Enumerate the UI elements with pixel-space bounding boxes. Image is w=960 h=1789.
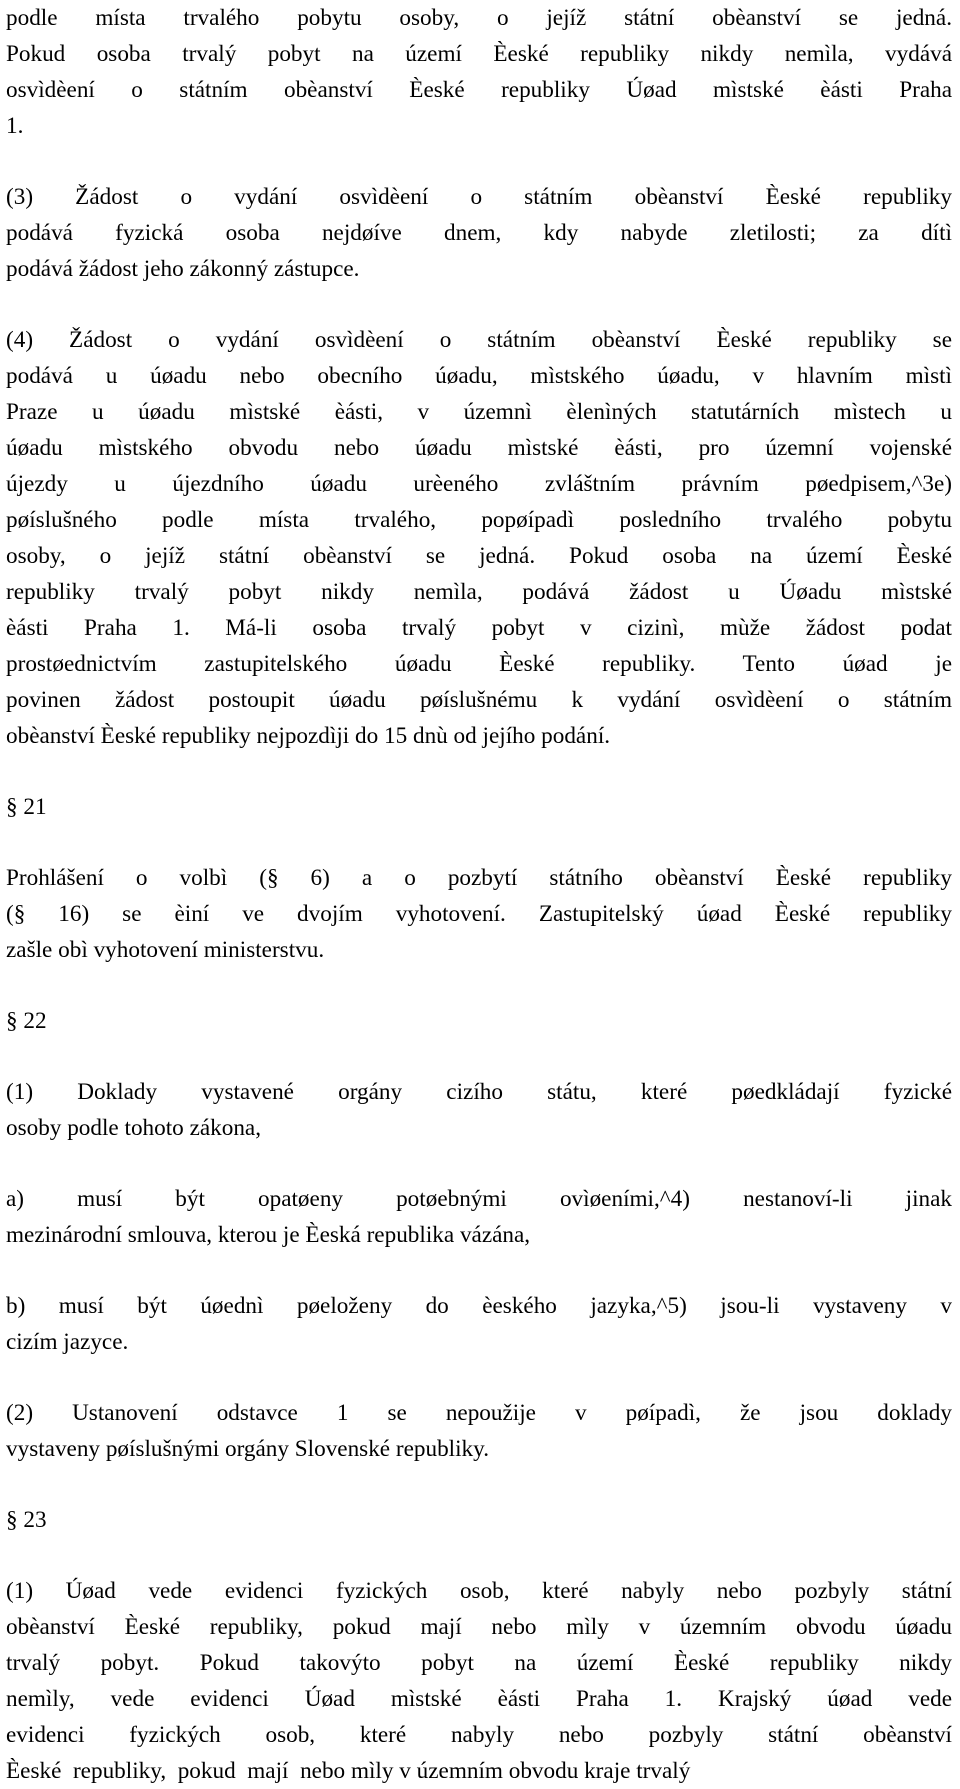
- paragraph-gap: [6, 144, 952, 179]
- paragraph: [6, 1074, 952, 1146]
- text-line: osoby podle tohoto zákona,: [6, 1115, 262, 1141]
- paragraph: [6, 179, 952, 287]
- paragraph-gap: [6, 754, 952, 789]
- text-line: obèanství Èeské republiky nejpozdìji do 15 dnù od jejího podání.: [6, 723, 611, 749]
- document-page: [6, 0, 952, 1789]
- paragraph: [6, 1395, 952, 1467]
- paragraph-gap: [6, 968, 952, 1003]
- text-line: újezdy u újezdního úøadu urèeného zvláštním právním pøedpisem,^3e): [6, 471, 952, 497]
- text-line: trvalý pobyt. Pokud takovýto pobyt na území Èeské republiky nikdy: [6, 1650, 952, 1676]
- paragraph-gap: [6, 1538, 952, 1573]
- paragraph-gap: [6, 825, 952, 860]
- paragraph-gap: [6, 1146, 952, 1181]
- text-line: Prohlášení o volbì (§ 6) a o pozbytí státního obèanství Èeské republiky: [6, 865, 952, 891]
- text-line: nemìly, vede evidenci Úøad mìstské èásti Praha 1. Krajský úøad vede: [6, 1686, 952, 1712]
- text-line: Pokud osoba trvalý pobyt na území Èeské republiky nikdy nemìla, vydává: [6, 41, 952, 67]
- text-line: a) musí být opatøeny potøebnými ovìøeními,^4) nestanoví-li jinak: [6, 1186, 952, 1212]
- text-line: (4) Žádost o vydání osvìdèení o státním obèanství Èeské republiky se: [6, 327, 952, 353]
- paragraph-gap: [6, 287, 952, 322]
- text-line: evidenci fyzických osob, které nabyly nebo pozbyly státní obèanství: [6, 1722, 952, 1748]
- text-line: § 22: [6, 1008, 47, 1034]
- text-line: (2) Ustanovení odstavce 1 se nepoužije v pøípadì, že jsou doklady: [6, 1400, 952, 1426]
- text-line: pøíslušného podle místa trvalého, popøípadì posledního trvalého pobytu: [6, 507, 952, 533]
- text-line: (1) Úøad vede evidenci fyzických osob, které nabyly nebo pozbyly státní: [6, 1578, 952, 1604]
- text-line: mezinárodní smlouva, kterou je Èeská republika vázána,: [6, 1222, 531, 1248]
- text-line: Èeské republiky, pokud mají nebo mìly v územním obvodu kraje trvalý: [6, 1758, 691, 1784]
- text-line: Praze u úøadu mìstské èásti, v územnì èlenìných statutárních mìstech u: [6, 399, 952, 425]
- text-line: úøadu mìstského obvodu nebo úøadu mìstské èásti, pro územní vojenské: [6, 435, 952, 461]
- text-line: (3) Žádost o vydání osvìdèení o státním obèanství Èeské republiky: [6, 184, 952, 210]
- text-line: b) musí být úøednì pøeloženy do èeského jazyka,^5) jsou-li vystaveny v: [6, 1293, 952, 1319]
- text-line: podává žádost jeho zákonný zástupce.: [6, 256, 360, 282]
- paragraph: [6, 1288, 952, 1360]
- section-heading: [6, 789, 952, 825]
- paragraph-gap: [6, 1253, 952, 1288]
- text-line: osoby, o jejíž státní obèanství se jedná. Pokud osoba na území Èeské: [6, 543, 952, 569]
- text-line: 1.: [6, 113, 24, 139]
- paragraph: [6, 1181, 952, 1253]
- text-line: republiky trvalý pobyt nikdy nemìla, podává žádost u Úøadu mìstské: [6, 579, 952, 605]
- paragraph: [6, 0, 952, 144]
- text-line: podává u úøadu nebo obecního úøadu, mìstského úøadu, v hlavním mìstì: [6, 363, 952, 389]
- paragraph: [6, 860, 952, 968]
- paragraph-gap: [6, 1039, 952, 1074]
- text-line: podává fyzická osoba nejdøíve dnem, kdy nabyde zletilosti; za dítì: [6, 220, 952, 246]
- text-line: § 21: [6, 794, 47, 820]
- section-heading: [6, 1003, 952, 1039]
- text-line: povinen žádost postoupit úøadu pøíslušnému k vydání osvìdèení o státním: [6, 687, 952, 713]
- text-line: èásti Praha 1. Má-li osoba trvalý pobyt v cizinì, mùže žádost podat: [6, 615, 952, 641]
- text-line: zašle obì vyhotovení ministerstvu.: [6, 937, 325, 963]
- text-line: obèanství Èeské republiky, pokud mají nebo mìly v územním obvodu úøadu: [6, 1614, 952, 1640]
- text-line: podle místa trvalého pobytu osoby, o jejíž státní obèanství se jedná.: [6, 5, 952, 31]
- paragraph: [6, 1573, 952, 1789]
- section-heading: [6, 1502, 952, 1538]
- paragraph-gap: [6, 1467, 952, 1502]
- text-line: vystaveny pøíslušnými orgány Slovenské republiky.: [6, 1436, 490, 1462]
- text-line: prostøednictvím zastupitelského úøadu Èeské republiky. Tento úøad je: [6, 651, 952, 677]
- text-line: cizím jazyce.: [6, 1329, 129, 1355]
- text-line: (1) Doklady vystavené orgány cizího státu, které pøedkládají fyzické: [6, 1079, 952, 1105]
- paragraph-gap: [6, 1360, 952, 1395]
- text-line: § 23: [6, 1507, 47, 1533]
- text-line: (§ 16) se èiní ve dvojím vyhotovení. Zastupitelský úøad Èeské republiky: [6, 901, 952, 927]
- text-line: osvìdèení o státním obèanství Èeské republiky Úøad mìstské èásti Praha: [6, 77, 952, 103]
- paragraph: [6, 322, 952, 754]
